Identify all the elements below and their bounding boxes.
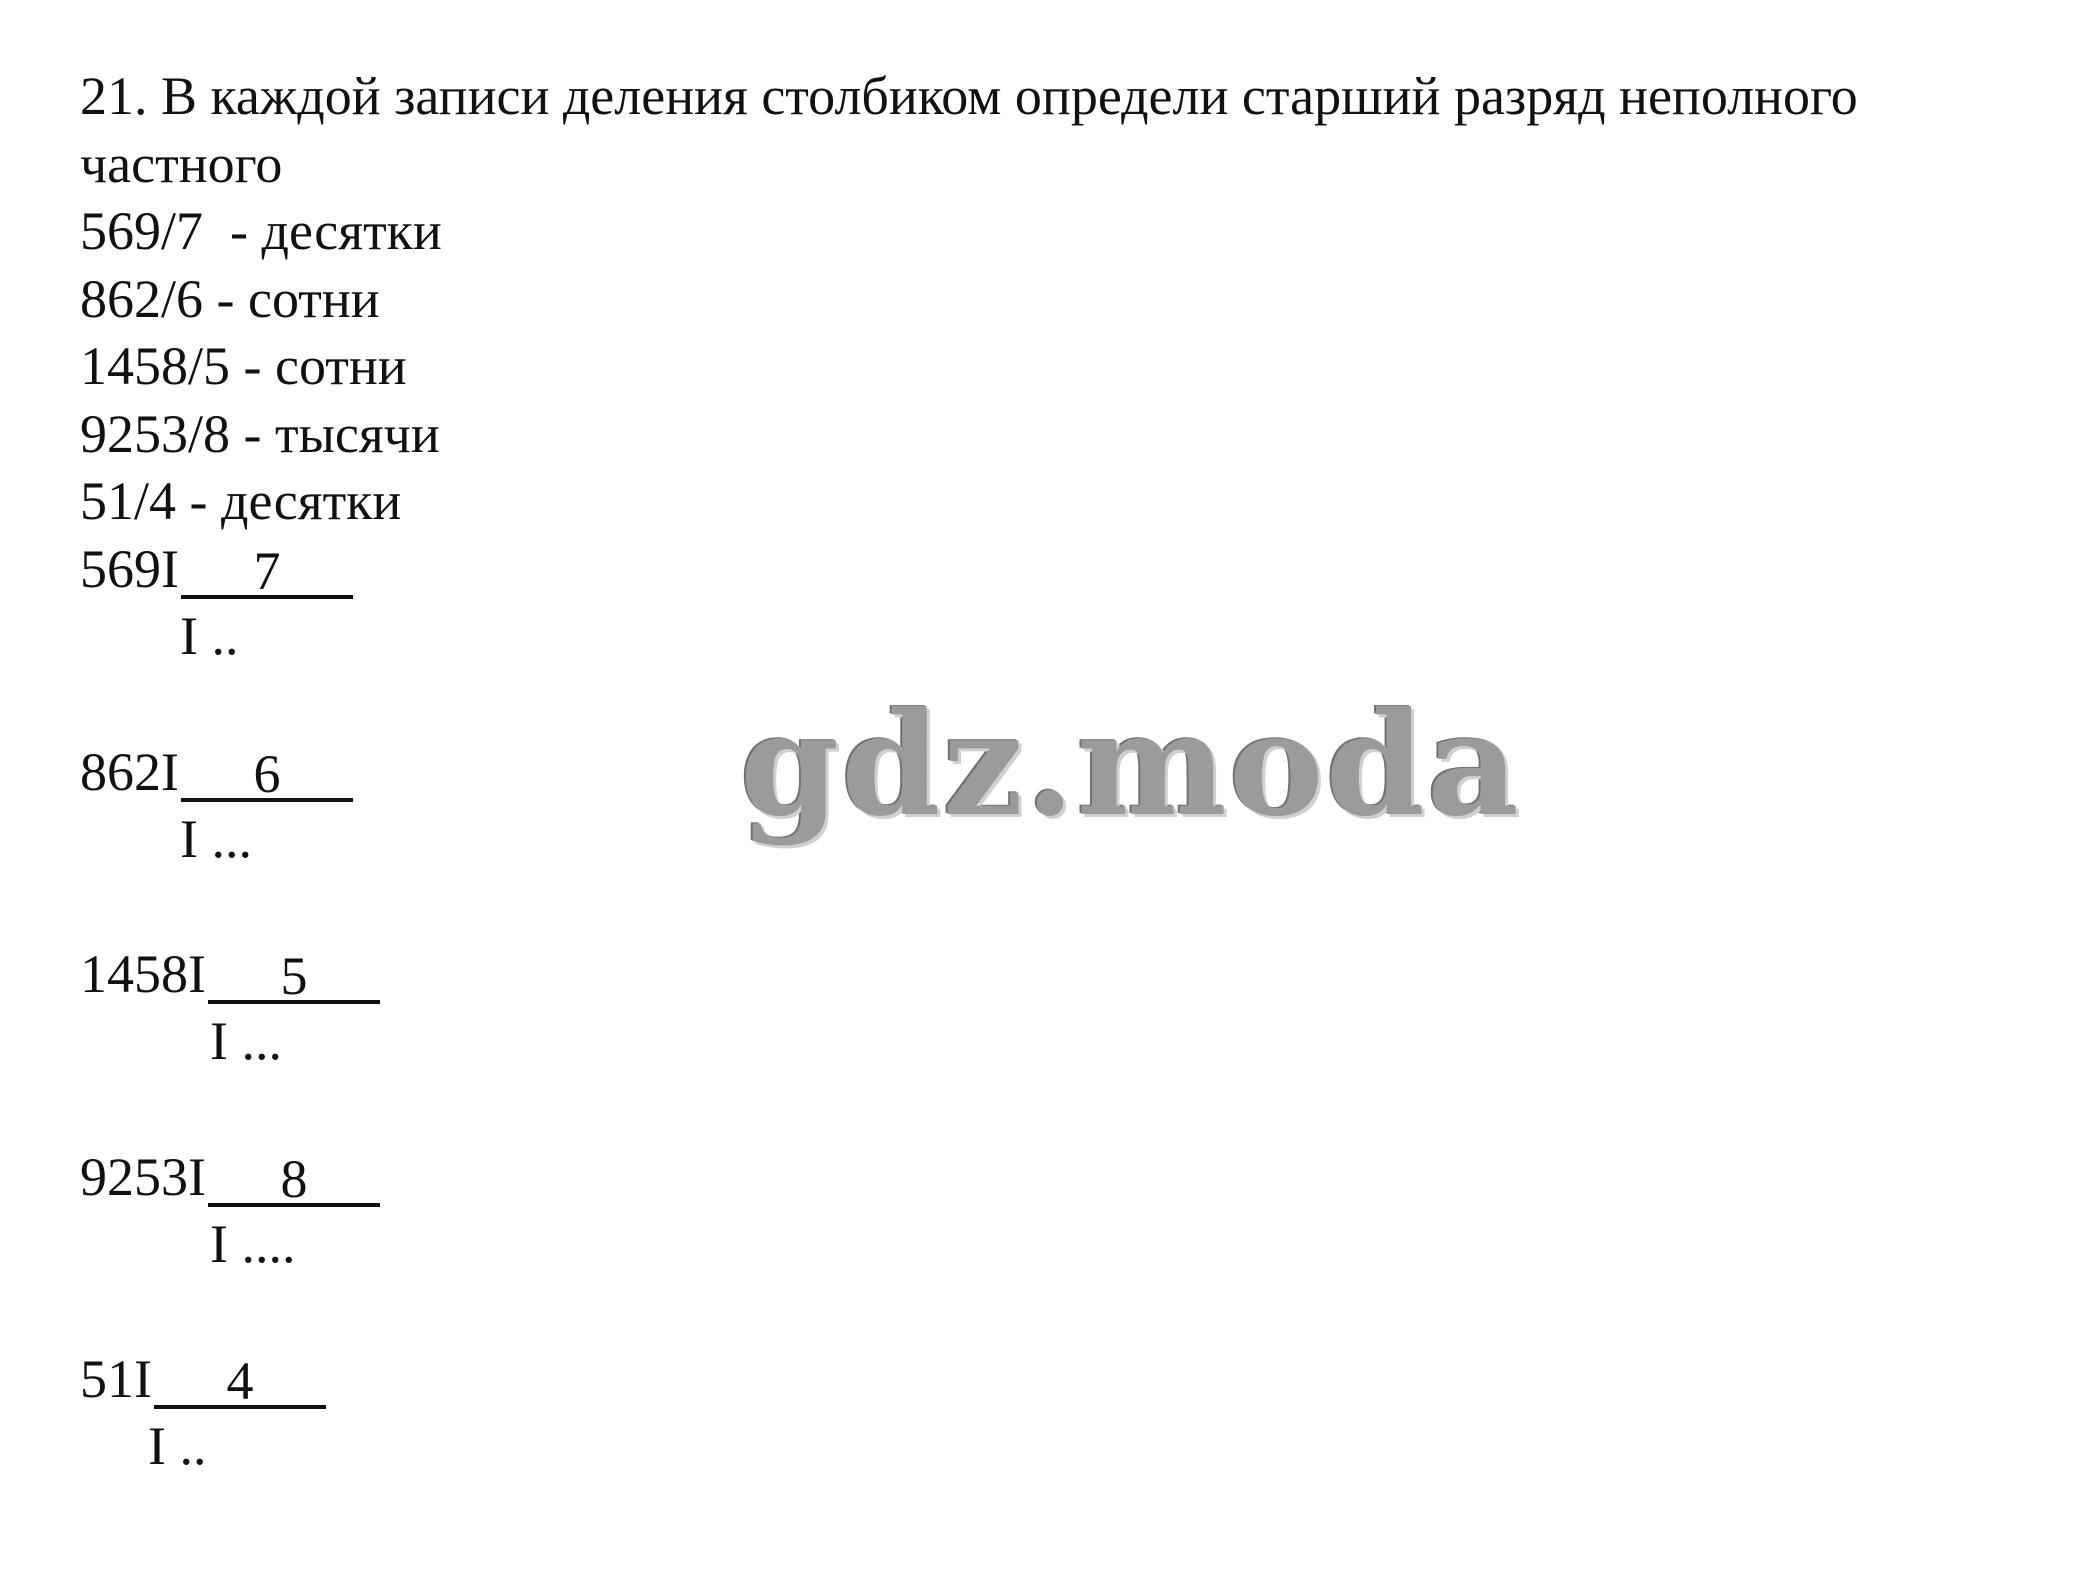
- division-header: [80, 539, 353, 599]
- dividend: 862: [80, 742, 161, 802]
- division-separator: I: [161, 539, 179, 599]
- division-separator: I: [134, 1349, 152, 1409]
- quotient-placeholder: I ....: [210, 1214, 296, 1274]
- division-header: [80, 1147, 380, 1207]
- divisor: 7: [181, 541, 353, 599]
- dividend: 51: [80, 1349, 134, 1409]
- task-title-line-1: 21. В каждой записи деления столбиком определи старший разряд неполного: [80, 66, 1858, 126]
- dividend: 569: [80, 539, 161, 599]
- answer-line: 51/4 - десятки: [80, 471, 402, 531]
- dividend: 1458: [80, 944, 188, 1004]
- quotient-placeholder: I ..: [148, 1416, 207, 1476]
- division-separator: I: [188, 1147, 206, 1207]
- division-separator: I: [161, 742, 179, 802]
- long-division-51: [80, 1349, 254, 1589]
- answer-line: 569/7 - десятки: [80, 201, 442, 261]
- division-separator: I: [188, 944, 206, 1004]
- division-header: [80, 1349, 326, 1409]
- division-header: [80, 944, 380, 1004]
- task-title-line-2: частного: [80, 134, 283, 194]
- answer-line: 9253/8 - тысячи: [80, 404, 440, 464]
- division-header: [80, 742, 353, 802]
- quotient-placeholder: I ...: [210, 1011, 282, 1071]
- quotient-placeholder: I ...: [180, 809, 252, 869]
- quotient-placeholder: I ..: [180, 606, 239, 666]
- divisor: 4: [154, 1351, 326, 1409]
- watermark-logo: gdz.moda: [740, 682, 1521, 848]
- divisor: 8: [208, 1149, 380, 1207]
- divisor: 6: [181, 744, 353, 802]
- answer-line: 1458/5 - сотни: [80, 336, 407, 396]
- answer-line: 862/6 - сотни: [80, 269, 380, 329]
- dividend: 9253: [80, 1147, 188, 1207]
- divisor: 5: [208, 946, 380, 1004]
